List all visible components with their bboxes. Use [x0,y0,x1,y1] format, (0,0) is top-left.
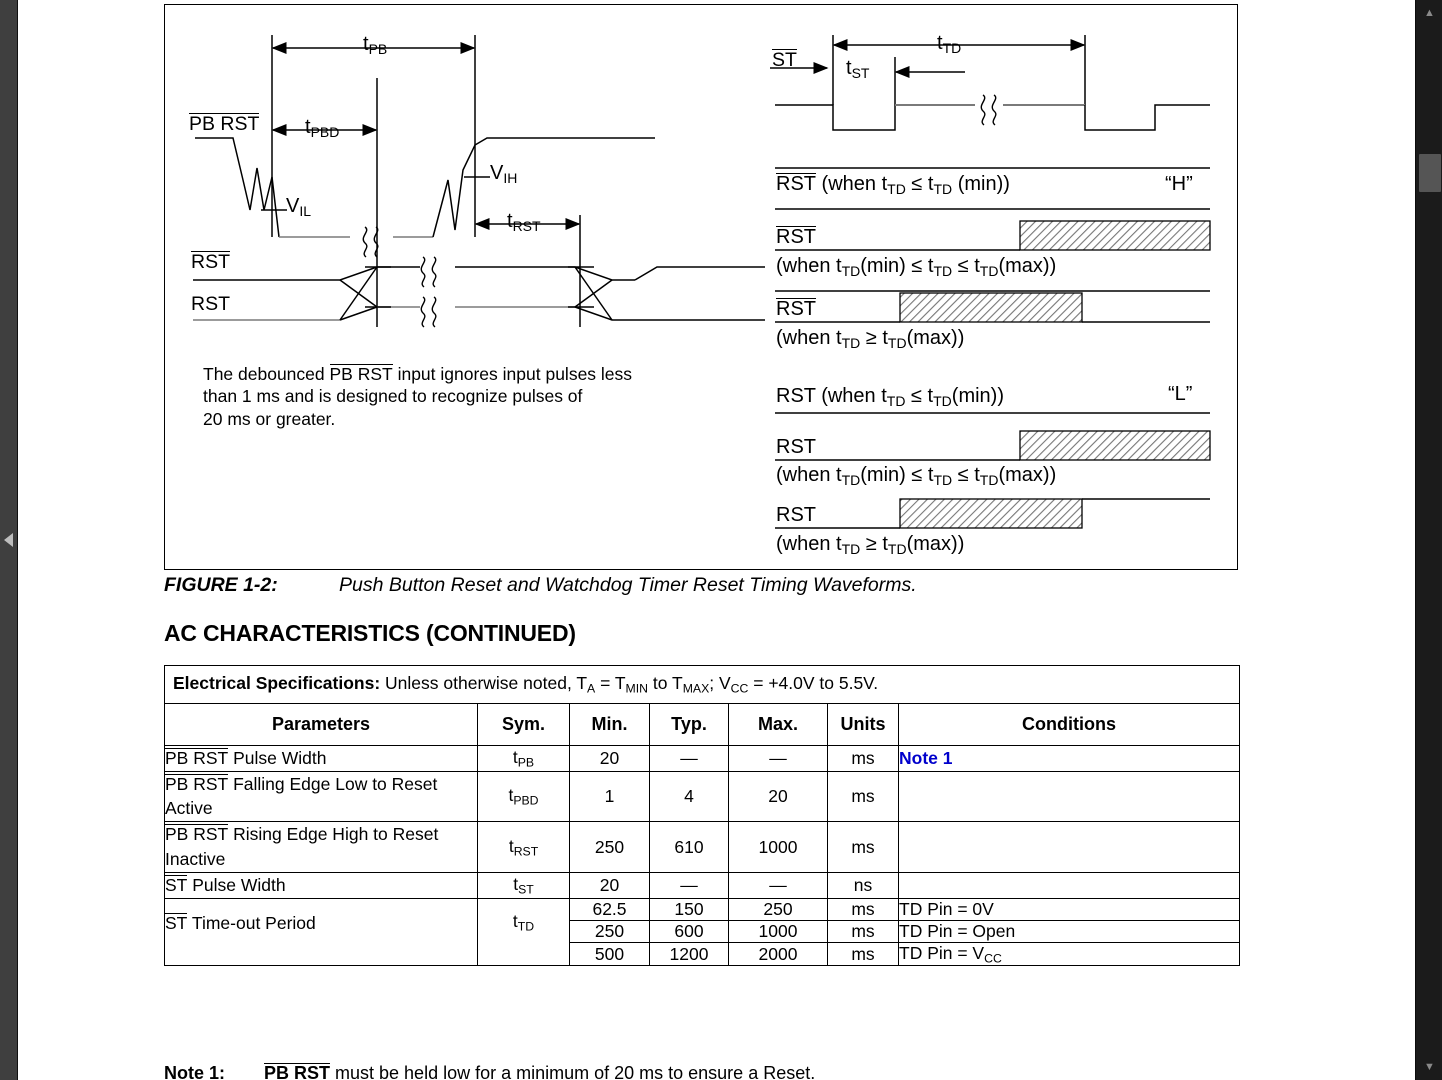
rst-row-4-label: RST (when $t_{TD} \le t_{TD}(\min)$) [776,385,1005,410]
debounce-note-line3: 20 ms or greater. [203,408,336,429]
scrollbar-thumb[interactable] [1419,154,1441,192]
row-1-min: 20 [570,745,650,771]
rst-row-1-level: “H” [1165,173,1193,195]
table-row [165,898,1240,920]
label-tpbd: $t_{PBD}$ [305,116,340,141]
row-7-typ: 1200 [650,942,729,966]
column-header-parameters: Parameters [165,703,478,745]
column-header-units: Units [828,703,899,745]
row-7-max: 2000 [729,942,828,966]
rst-row-6-label: RST [776,504,816,526]
row-4-units: ns [828,872,899,898]
row-2-conditions [899,771,1240,822]
row-7-conditions: TD Pin = $V_{CC}$ [899,942,1240,966]
left-sidebar-rail[interactable] [0,0,18,1080]
debounce-note [203,363,673,430]
row-2-symbol: $t_{PBD}$ [478,771,570,822]
figure-caption-number: FIGURE 1-2: [164,574,278,596]
row-2-min: 1 [570,771,650,822]
row-1-parameter: PB RST Pulse Width [165,745,478,771]
row-6-conditions: TD Pin = Open [899,920,1240,942]
row-4-typ: — [650,872,729,898]
row-3-max: 1000 [729,822,828,873]
row-5-parameter: ST Time-out Period [165,898,478,966]
row-4-max: — [729,872,828,898]
electrical-specifications-cell: Electrical Specifications: Unless otherwise noted, $T_A = T_{MIN}$ to $T_{MAX}$; $V_{CC} = +4.0V$ to 5.5V. [165,666,1240,704]
row-2-parameter: PB RST Falling Edge Low to Reset Active [165,771,478,822]
row-1-units: ms [828,745,899,771]
bottom-note-barred-signal: PB RST [264,1063,330,1080]
row-2-units: ms [828,771,899,822]
row-6-typ: 600 [650,920,729,942]
signal-label-rst-left: RST [191,293,230,315]
table-row [165,771,1240,822]
row-2-max: 20 [729,771,828,822]
debounce-note-pre: The debounced [203,364,330,384]
rst-row-6-condition: (when $t_{TD} \ge t_{TD}(\max)$) [776,533,965,558]
electrical-specifications-label: Electrical Specifications: [173,673,381,693]
row-7-min: 500 [570,942,650,966]
row-4-parameter: ST Pulse Width [165,872,478,898]
rst-row-3-label: RST [776,298,816,320]
column-header-max: Max. [729,703,828,745]
label-trst: $t_{RST}$ [507,210,541,235]
table-electrical-spec-row [165,666,1240,704]
label-tpb: $t_{PB}$ [363,33,388,58]
row-4-symbol: $t_{ST}$ [478,872,570,898]
rst-row-1-label: RST (when $t_{TD} \le t_{TD}$ (min)) [776,173,1010,198]
column-header-conditions: Conditions [899,703,1240,745]
row-1-max: — [729,745,828,771]
row-3-symbol: $t_{RST}$ [478,822,570,873]
row-4-conditions [899,872,1240,898]
row-1-typ: — [650,745,729,771]
column-header-sym: Sym. [478,703,570,745]
label-ttd: $t_{TD}$ [937,32,962,57]
table-header-row [165,703,1240,745]
rst-row-2-label: RST [776,226,816,248]
table-row [165,872,1240,898]
document-page [19,0,1415,1080]
row-5-symbol: $t_{TD}$ [478,898,570,966]
signal-label-rst-bar-left: RST [191,251,230,273]
row-7-units: ms [828,942,899,966]
row-3-typ: 610 [650,822,729,873]
bottom-note-text: must be held low for a minimum of 20 ms to ensure a Reset. [330,1063,816,1080]
signal-label-st: ST [772,49,797,71]
row-3-min: 250 [570,822,650,873]
debounce-note-barred-signal: PB RST [329,364,393,384]
rst-row-2-condition: (when $t_{TD}(\min) \le t_{TD} \le t_{TD}(\max)$) [776,255,1057,280]
bottom-note [164,1063,1164,1080]
figure-caption [164,574,1264,597]
row-1-conditions [899,745,1240,771]
sidebar-collapse-arrow-icon[interactable] [4,533,13,547]
rst-row-5-condition: (when $t_{TD}(\min) \le t_{TD} \le t_{TD}(\max)$) [776,464,1057,489]
vertical-scrollbar[interactable] [1415,0,1442,1080]
rst-row-5-label: RST [776,436,816,458]
row-5-max: 250 [729,898,828,920]
row-6-max: 1000 [729,920,828,942]
row-3-conditions [899,822,1240,873]
row-3-units: ms [828,822,899,873]
table-row [165,745,1240,771]
row-3-parameter: PB RST Rising Edge High to Reset Inactive [165,822,478,873]
column-header-min: Min. [570,703,650,745]
label-tpb-subscript: PB [368,41,388,58]
row-5-conditions: TD Pin = 0V [899,898,1240,920]
debounce-note-post: input ignores input pulses less [392,364,633,384]
table-row [165,822,1240,873]
ac-characteristics-table [164,665,1240,966]
figure-vector-graphics [165,5,1237,569]
figure-1-2-box [164,4,1238,570]
note-1-link[interactable]: Note 1 [899,747,953,768]
figure-caption-text: Push Button Reset and Watchdog Timer Reset Timing Waveforms. [339,574,917,596]
scroll-up-arrow-icon[interactable]: ▲ [1424,7,1435,19]
rst-row-3-condition: (when $t_{TD} \ge t_{TD}(\max)$) [776,327,965,352]
scroll-down-arrow-icon[interactable]: ▼ [1424,1061,1435,1073]
row-5-typ: 150 [650,898,729,920]
label-tst: $t_{ST}$ [846,57,870,82]
row-4-min: 20 [570,872,650,898]
row-5-min: 62.5 [570,898,650,920]
signal-label-pb-rst: PB RST [189,113,260,135]
label-vih: $V_{IH}$ [490,162,518,187]
label-vil: $V_{IL}$ [286,195,312,220]
column-header-typ: Typ. [650,703,729,745]
rst-row-4-level: “L” [1168,383,1193,405]
row-6-min: 250 [570,920,650,942]
row-5-units: ms [828,898,899,920]
debounce-note-line2: than 1 ms and is designed to recognize pulses of [203,386,583,407]
row-2-typ: 4 [650,771,729,822]
row-6-units: ms [828,920,899,942]
section-heading: AC CHARACTERISTICS (CONTINUED) [164,620,576,646]
bottom-note-label: Note 1: [164,1063,226,1080]
row-1-symbol: $t_{PB}$ [478,745,570,771]
